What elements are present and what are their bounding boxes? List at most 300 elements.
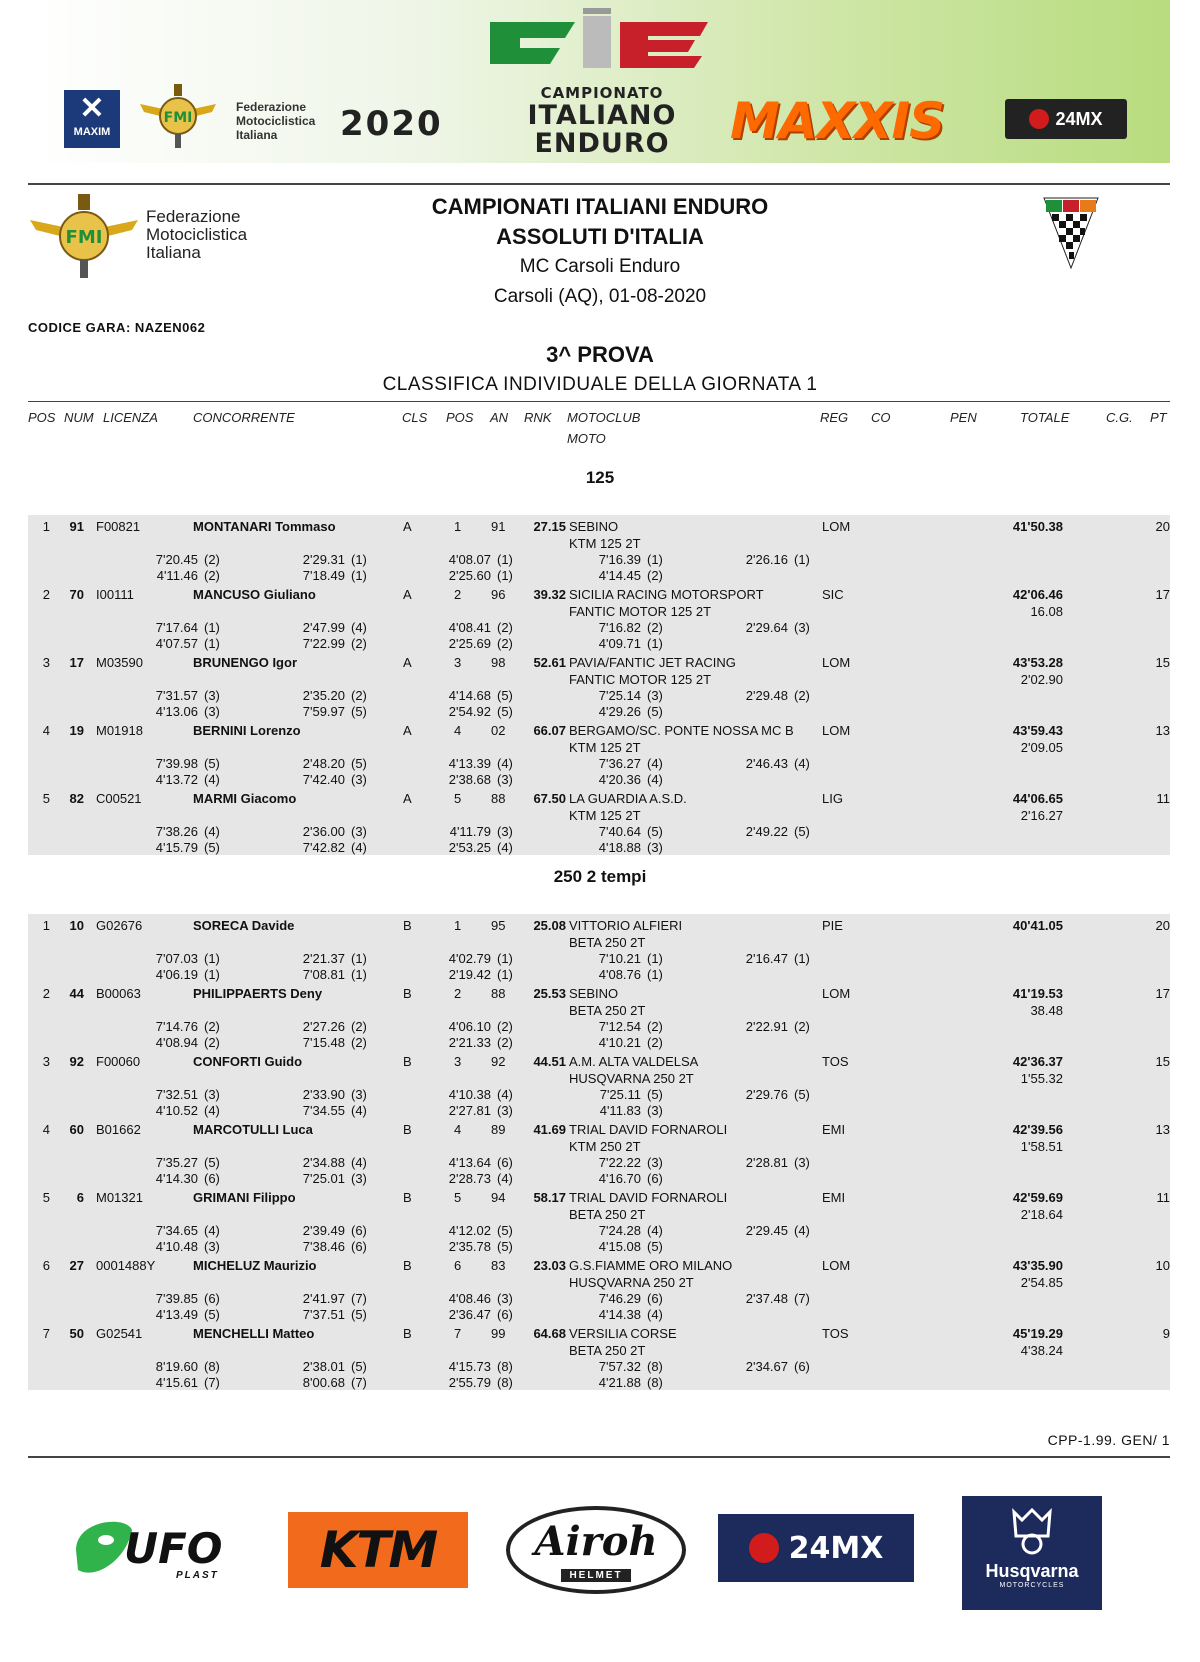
time-value: 2'35.20 — [302, 688, 345, 703]
row-pos-class: 3 — [454, 1054, 462, 1069]
time-rank: (7) — [351, 1375, 367, 1390]
time-rank: (1) — [351, 568, 367, 583]
time-rank: (7) — [351, 1291, 367, 1306]
row-reg: TOS — [822, 1054, 849, 1069]
row-motoclub: G.S.FIAMME ORO MILANO — [569, 1258, 733, 1273]
row-pos: 3 — [42, 1054, 50, 1069]
time-value: 7'18.49 — [302, 568, 345, 583]
row-moto: HUSQVARNA 250 2T — [569, 1071, 694, 1086]
time-rank: (3) — [497, 1291, 513, 1306]
time-value: 4'08.46 — [448, 1291, 491, 1306]
row-rnk: 52.61 — [533, 655, 566, 670]
time-value: 4'13.06 — [155, 704, 198, 719]
row-reg: SIC — [822, 587, 844, 602]
row-moto: BETA 250 2T — [569, 1003, 646, 1018]
maxim-x-icon: ✕ — [79, 92, 105, 125]
row-gap: 2'02.90 — [1020, 672, 1063, 687]
time-rank: (2) — [794, 1019, 810, 1034]
time-rank: (4) — [794, 756, 810, 771]
time-rank: (6) — [204, 1291, 220, 1306]
husqvarna-crown-icon — [1008, 1506, 1056, 1556]
time-value: 2'25.60 — [448, 568, 491, 583]
ufo-plast-logo — [66, 1510, 256, 1590]
col-moto: MOTO — [567, 431, 606, 446]
banner-fmi-line: Federazione — [236, 100, 307, 114]
fmi-text-line: Motociclistica — [146, 225, 248, 244]
time-value: 7'17.64 — [155, 620, 198, 635]
time-rank: (5) — [204, 840, 220, 855]
row-concorrente: GRIMANI Filippo — [193, 1190, 296, 1205]
table-row — [28, 787, 1170, 855]
row-moto: BETA 250 2T — [569, 1207, 646, 1222]
row-pos: 7 — [42, 1326, 50, 1341]
row-reg: LIG — [822, 791, 843, 806]
row-cls: B — [403, 1258, 412, 1273]
row-gap: 1'58.51 — [1020, 1139, 1063, 1154]
table-row — [28, 515, 1170, 583]
time-rank: (3) — [497, 824, 513, 839]
time-rank: (4) — [497, 1087, 513, 1102]
row-rnk: 44.51 — [533, 1054, 566, 1069]
row-rnk: 25.08 — [533, 918, 566, 933]
row-an: 96 — [491, 587, 506, 602]
time-value: 8'19.60 — [155, 1359, 198, 1374]
time-rank: (4) — [497, 1171, 513, 1186]
row-pos-class: 3 — [454, 655, 462, 670]
row-pos-class: 2 — [454, 587, 462, 602]
col-reg: REG — [820, 410, 849, 425]
row-motoclub: LA GUARDIA A.S.D. — [569, 791, 687, 806]
col-num: NUM — [64, 410, 94, 425]
row-concorrente: CONFORTI Guido — [193, 1054, 303, 1069]
row-cls: B — [403, 918, 412, 933]
time-rank: (1) — [647, 951, 663, 966]
time-value: 2'29.31 — [302, 552, 345, 567]
time-value: 4'07.57 — [155, 636, 198, 651]
row-gap: 4'38.24 — [1020, 1343, 1063, 1358]
time-value: 7'39.98 — [155, 756, 198, 771]
row-moto: BETA 250 2T — [569, 1343, 646, 1358]
row-moto: FANTIC MOTOR 125 2T — [569, 672, 712, 687]
time-value: 2'27.81 — [448, 1103, 491, 1118]
row-concorrente: MARMI Giacomo — [193, 791, 297, 806]
row-gap: 2'16.27 — [1020, 808, 1063, 823]
time-rank: (6) — [497, 1155, 513, 1170]
row-pos-class: 6 — [454, 1258, 462, 1273]
row-reg: EMI — [822, 1122, 846, 1137]
time-value: 2'34.88 — [302, 1155, 345, 1170]
row-concorrente: MICHELUZ Maurizio — [193, 1258, 317, 1273]
time-rank: (1) — [647, 636, 663, 651]
row-points: 11 — [1156, 1190, 1170, 1205]
time-rank: (4) — [204, 772, 220, 787]
row-pos: 1 — [42, 519, 50, 534]
time-value: 4'06.10 — [448, 1019, 491, 1034]
time-value: 7'31.57 — [155, 688, 198, 703]
time-rank: (3) — [647, 1103, 663, 1118]
time-rank: (5) — [497, 1223, 513, 1238]
row-cls: A — [403, 791, 412, 806]
table-row — [28, 719, 1170, 787]
maxxis-logo: MAXXIS — [730, 92, 945, 150]
fmi-text-line: Italiana — [146, 243, 201, 262]
row-an: 83 — [491, 1258, 506, 1273]
footer-24mx-label: 24MX — [788, 1530, 884, 1566]
time-value: 7'16.82 — [598, 620, 641, 635]
doc-title: CAMPIONATI ITALIANI ENDURO — [431, 194, 769, 219]
time-value: 7'36.27 — [598, 756, 641, 771]
fmi-winged-logo-icon — [138, 82, 218, 150]
time-rank: (4) — [204, 1103, 220, 1118]
time-rank: (7) — [204, 1375, 220, 1390]
table-row — [28, 651, 1170, 719]
row-pos: 4 — [42, 723, 50, 738]
time-rank: (4) — [647, 772, 663, 787]
row-licenza: I00111 — [96, 587, 134, 602]
time-rank: (3) — [794, 620, 810, 635]
time-rank: (3) — [351, 824, 367, 839]
time-value: 4'10.21 — [598, 1035, 641, 1050]
time-rank: (3) — [204, 688, 220, 703]
time-value: 7'16.39 — [598, 552, 641, 567]
row-moto: KTM 250 2T — [569, 1139, 641, 1154]
time-value: 4'14.45 — [598, 568, 641, 583]
maxim-label: MAXIM — [73, 126, 111, 138]
row-concorrente: MONTANARI Tommaso — [193, 519, 336, 534]
time-value: 7'12.54 — [598, 1019, 641, 1034]
time-value: 2'49.22 — [745, 824, 788, 839]
time-rank: (4) — [647, 756, 663, 771]
table-row — [28, 583, 1170, 651]
time-rank: (4) — [204, 824, 220, 839]
time-rank: (3) — [497, 772, 513, 787]
time-value: 4'13.49 — [155, 1307, 198, 1322]
time-value: 7'08.81 — [302, 967, 345, 982]
time-value: 4'02.79 — [448, 951, 491, 966]
row-num: 91 — [69, 519, 84, 534]
row-pos: 3 — [42, 655, 50, 670]
row-pos: 5 — [42, 791, 50, 806]
place-date: Carsoli (AQ), 01-08-2020 — [493, 286, 707, 307]
time-value: 2'19.42 — [448, 967, 491, 982]
row-an: 94 — [491, 1190, 506, 1205]
row-points: 13 — [1155, 1122, 1170, 1137]
row-cls: B — [403, 1122, 412, 1137]
time-rank: (1) — [351, 967, 367, 982]
time-value: 2'28.81 — [745, 1155, 788, 1170]
time-rank: (6) — [351, 1223, 367, 1238]
col-rnk: RNK — [524, 410, 552, 425]
time-rank: (1) — [497, 951, 513, 966]
ufo-sub-label: PLAST — [176, 1570, 219, 1581]
checkered-shield-icon — [1042, 196, 1100, 270]
time-value: 4'13.64 — [448, 1155, 491, 1170]
row-motoclub: A.M. ALTA VALDELSA — [569, 1054, 699, 1069]
row-num: 17 — [69, 655, 84, 670]
row-num: 82 — [69, 791, 84, 806]
row-num: 10 — [69, 918, 84, 933]
banner-fmi-line: Italiana — [236, 128, 278, 142]
time-value: 7'35.27 — [155, 1155, 198, 1170]
time-value: 7'20.45 — [155, 552, 198, 567]
time-value: 4'21.88 — [598, 1375, 641, 1390]
time-rank: (1) — [204, 620, 220, 635]
time-value: 4'08.41 — [448, 620, 491, 635]
row-licenza: G02676 — [96, 918, 143, 933]
time-value: 4'15.61 — [155, 1375, 198, 1390]
row-points: 17 — [1155, 587, 1170, 602]
time-rank: (2) — [497, 620, 513, 635]
row-licenza: B00063 — [96, 986, 141, 1001]
footer-code: CPP-1.99. GEN/ 1 — [1047, 1432, 1170, 1448]
time-value: 2'21.37 — [302, 951, 345, 966]
time-rank: (2) — [351, 1019, 367, 1034]
time-value: 7'14.76 — [155, 1019, 198, 1034]
time-value: 4'15.73 — [448, 1359, 491, 1374]
husqvarna-label: Husqvarna — [985, 1561, 1079, 1581]
time-rank: (2) — [351, 1035, 367, 1050]
row-cls: A — [403, 519, 412, 534]
row-an: 99 — [491, 1326, 506, 1341]
time-rank: (1) — [794, 951, 810, 966]
row-moto: KTM 125 2T — [569, 808, 641, 823]
time-rank: (4) — [351, 840, 367, 855]
row-reg: TOS — [822, 1326, 849, 1341]
time-value: 4'13.72 — [155, 772, 198, 787]
time-value: 7'40.64 — [598, 824, 641, 839]
row-moto: FANTIC MOTOR 125 2T — [569, 604, 712, 619]
time-value: 4'14.68 — [448, 688, 491, 703]
row-totale: 42'59.69 — [1012, 1190, 1063, 1205]
row-totale: 43'53.28 — [1012, 655, 1063, 670]
time-value: 7'10.21 — [598, 951, 641, 966]
col-an: AN — [490, 410, 509, 425]
time-value: 7'24.28 — [598, 1223, 641, 1238]
time-rank: (8) — [204, 1359, 220, 1374]
time-value: 4'11.46 — [156, 568, 198, 583]
time-value: 2'33.90 — [302, 1087, 345, 1102]
classifica-title: CLASSIFICA INDIVIDUALE DELLA GIORNATA 1 — [382, 374, 818, 395]
time-rank: (6) — [497, 1307, 513, 1322]
time-value: 4'15.79 — [155, 840, 198, 855]
time-rank: (6) — [647, 1171, 663, 1186]
time-value: 2'46.43 — [745, 756, 788, 771]
row-licenza: B01662 — [96, 1122, 141, 1137]
time-value: 4'14.38 — [598, 1307, 641, 1322]
row-totale: 43'35.90 — [1012, 1258, 1063, 1273]
time-value: 7'39.85 — [155, 1291, 198, 1306]
row-totale: 45'19.29 — [1012, 1326, 1063, 1341]
col-licenza: LICENZA — [103, 410, 158, 425]
time-value: 2'39.49 — [302, 1223, 345, 1238]
row-an: 02 — [491, 723, 506, 738]
time-value: 2'38.01 — [302, 1359, 345, 1374]
time-value: 2'54.92 — [448, 704, 491, 719]
row-licenza: M03590 — [96, 655, 143, 670]
banner-year: 2020 — [340, 104, 443, 144]
row-reg: LOM — [822, 986, 851, 1001]
table-row — [28, 1050, 1170, 1118]
time-rank: (3) — [204, 1087, 220, 1102]
row-concorrente: MANCUSO Giuliano — [193, 587, 316, 602]
prova-title: 3^ PROVA — [546, 342, 654, 367]
time-rank: (2) — [497, 636, 513, 651]
col-cg: C.G. — [1106, 410, 1133, 425]
table-row — [28, 1118, 1170, 1186]
time-value: 4'06.19 — [155, 967, 198, 982]
time-rank: (6) — [794, 1359, 810, 1374]
row-licenza: 0001488Y — [96, 1258, 156, 1273]
time-rank: (1) — [497, 967, 513, 982]
time-rank: (4) — [647, 1223, 663, 1238]
time-value: 7'59.97 — [302, 704, 345, 719]
time-rank: (2) — [497, 1019, 513, 1034]
time-rank: (1) — [204, 967, 220, 982]
time-value: 7'42.40 — [302, 772, 345, 787]
time-value: 7'38.26 — [155, 824, 198, 839]
row-moto: HUSQVARNA 250 2T — [569, 1275, 694, 1290]
banner-campionato-line: CAMPIONATO — [540, 84, 664, 102]
time-rank: (4) — [351, 1103, 367, 1118]
time-rank: (1) — [794, 552, 810, 567]
time-value: 4'15.08 — [598, 1239, 641, 1254]
time-rank: (3) — [794, 1155, 810, 1170]
time-rank: (5) — [351, 756, 367, 771]
row-pos: 5 — [42, 1190, 50, 1205]
col-pt: PT — [1150, 410, 1167, 425]
time-rank: (3) — [204, 704, 220, 719]
time-rank: (1) — [351, 951, 367, 966]
time-rank: (3) — [351, 1171, 367, 1186]
husqvarna-sub-label: MOTORCYCLES — [999, 1582, 1065, 1589]
row-totale: 43'59.43 — [1012, 723, 1063, 738]
time-value: 7'46.29 — [598, 1291, 641, 1306]
banner-campionato-line: ENDURO — [534, 128, 670, 159]
row-motoclub: TRIAL DAVID FORNAROLI — [569, 1122, 728, 1137]
category-title: 125 — [585, 468, 615, 487]
row-motoclub: VERSILIA CORSE — [569, 1326, 677, 1341]
time-value: 2'48.20 — [302, 756, 345, 771]
svg-text:FMI: FMI — [65, 227, 103, 248]
table-row — [28, 1254, 1170, 1322]
row-totale: 42'36.37 — [1012, 1054, 1063, 1069]
footer-24mx-logo — [718, 1514, 914, 1582]
row-num: 19 — [69, 723, 84, 738]
time-rank: (5) — [204, 756, 220, 771]
row-rnk: 27.15 — [533, 519, 566, 534]
time-rank: (6) — [351, 1239, 367, 1254]
row-num: 60 — [69, 1122, 84, 1137]
row-pos-class: 4 — [454, 723, 462, 738]
top-banner — [30, 0, 1170, 163]
time-rank: (4) — [351, 620, 367, 635]
row-cls: A — [403, 655, 412, 670]
time-rank: (5) — [647, 1087, 663, 1102]
row-motoclub: SEBINO — [569, 986, 619, 1001]
time-value: 4'12.02 — [448, 1223, 491, 1238]
time-value: 2'21.33 — [448, 1035, 491, 1050]
time-value: 7'15.48 — [302, 1035, 345, 1050]
time-value: 4'09.71 — [598, 636, 641, 651]
banner-24mx-logo — [1005, 99, 1127, 139]
row-totale: 41'50.38 — [1012, 519, 1063, 534]
time-rank: (4) — [497, 756, 513, 771]
row-pos: 2 — [42, 587, 50, 602]
time-rank: (3) — [497, 1103, 513, 1118]
row-gap: 2'54.85 — [1020, 1275, 1063, 1290]
time-value: 2'29.48 — [745, 688, 788, 703]
row-licenza: F00821 — [96, 519, 141, 534]
time-value: 2'29.45 — [745, 1223, 788, 1238]
row-gap: 38.48 — [1030, 1003, 1063, 1018]
fmi-text-line: Federazione — [146, 207, 241, 226]
col-concorrente: CONCORRENTE — [193, 410, 295, 425]
time-rank: (1) — [204, 636, 220, 651]
row-licenza: G02541 — [96, 1326, 143, 1341]
time-value: 4'29.26 — [598, 704, 641, 719]
row-rnk: 41.69 — [533, 1122, 566, 1137]
row-num: 70 — [69, 587, 84, 602]
divider — [28, 1456, 1170, 1458]
col-pos: POS — [28, 410, 56, 425]
time-rank: (2) — [497, 1035, 513, 1050]
organizer: MC Carsoli Enduro — [519, 256, 681, 277]
time-rank: (4) — [497, 840, 513, 855]
row-an: 95 — [491, 918, 506, 933]
table-row — [28, 1186, 1170, 1254]
time-value: 2'38.68 — [448, 772, 491, 787]
time-value: 4'11.83 — [599, 1103, 641, 1118]
time-rank: (5) — [497, 704, 513, 719]
time-value: 2'34.67 — [745, 1359, 788, 1374]
time-rank: (6) — [647, 1291, 663, 1306]
row-pos-class: 2 — [454, 986, 462, 1001]
row-rnk: 66.07 — [533, 723, 566, 738]
row-gap: 1'55.32 — [1020, 1071, 1063, 1086]
time-value: 2'29.64 — [745, 620, 788, 635]
row-moto: BETA 250 2T — [569, 935, 646, 950]
row-points: 13 — [1155, 723, 1170, 738]
time-value: 2'28.73 — [448, 1171, 491, 1186]
row-num: 6 — [76, 1190, 84, 1205]
time-rank: (3) — [647, 840, 663, 855]
time-value: 2'47.99 — [302, 620, 345, 635]
time-value: 4'14.30 — [155, 1171, 198, 1186]
row-pos-class: 7 — [454, 1326, 462, 1341]
time-rank: (2) — [204, 1019, 220, 1034]
row-totale: 41'19.53 — [1012, 986, 1063, 1001]
time-rank: (5) — [351, 1307, 367, 1322]
time-value: 7'22.22 — [598, 1155, 641, 1170]
time-rank: (2) — [647, 568, 663, 583]
time-rank: (5) — [647, 704, 663, 719]
table-row — [28, 1322, 1170, 1390]
time-value: 7'22.99 — [302, 636, 345, 651]
row-an: 88 — [491, 986, 506, 1001]
banner-campionato — [502, 84, 702, 158]
time-rank: (1) — [497, 568, 513, 583]
row-pos: 2 — [42, 986, 50, 1001]
time-value: 4'10.52 — [155, 1103, 198, 1118]
time-rank: (8) — [497, 1375, 513, 1390]
col-cls: CLS — [402, 410, 428, 425]
row-motoclub: SICILIA RACING MOTORSPORT — [569, 587, 764, 602]
time-value: 7'25.11 — [599, 1087, 641, 1102]
row-totale: 44'06.65 — [1012, 791, 1063, 806]
time-value: 4'16.70 — [598, 1171, 641, 1186]
row-an: 92 — [491, 1054, 506, 1069]
time-rank: (4) — [204, 1223, 220, 1238]
